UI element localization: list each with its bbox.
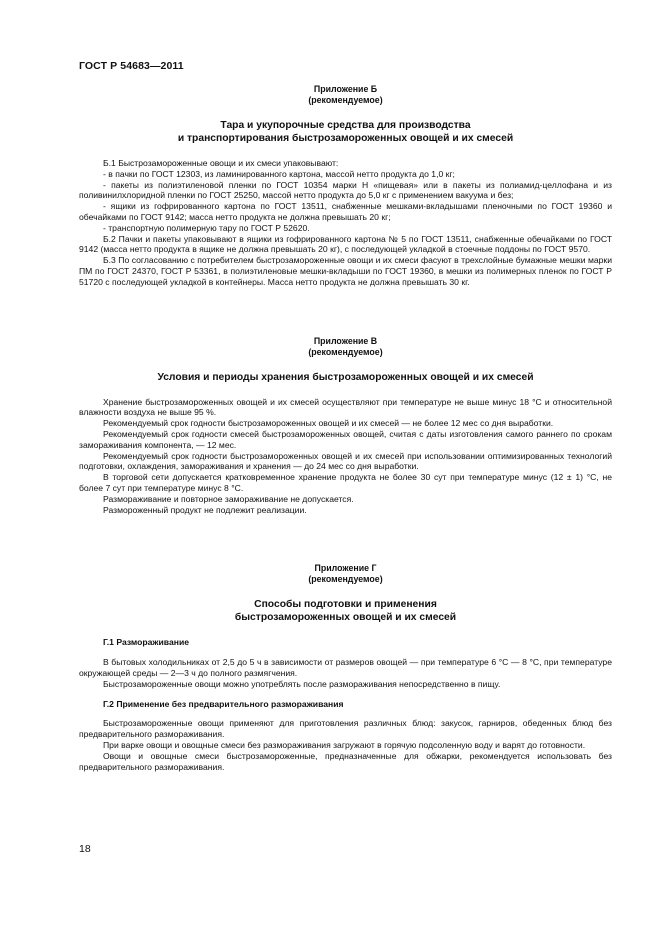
annex-b-label: Приложение Б: [313, 84, 378, 94]
page-content: [79, 84, 612, 772]
section-heading-g1: Г.1 Размораживание: [103, 637, 190, 648]
annex-g-status: (рекомендуемое): [308, 574, 383, 585]
paragraph: Быстрозамороженные овощи применяют для приготовления различных блюд: закусок, гарниров, обеденных блюд без предварительного размораживания.: [79, 718, 612, 740]
annex-g-label: Приложение Г: [314, 563, 377, 574]
paragraph: Быстрозамороженные овощи можно употреблять после размораживания непосредственно в пищу.: [103, 678, 501, 689]
annex-b: [79, 84, 612, 288]
paragraph: - ящики из гофрированного картона по ГОСТ 13511, снабженные мешками-вкладышами пленочными по ГОСТ 19360 и обечайками по ГОСТ 9142; масса нетто продукта не должна превышать 20 кг;: [79, 201, 612, 222]
annex-b-title-line1: Тара и укупорочные средства для производства: [220, 120, 471, 131]
annex-v-label: Приложение В: [313, 335, 378, 346]
paragraph: Размораживание и повторное замораживание не допускается.: [103, 493, 354, 504]
paragraph: В бытовых холодильниках от 2,5 до 5 ч в зависимости от размеров овощей — при температуре 6 °С — 8 °С, при температуре окружающей среды — 2—3 ч до полного размягчения.: [79, 657, 612, 678]
annex-g-title-line1: Способы подготовки и применения: [254, 599, 437, 611]
paragraph: - транспортную полимерную тару по ГОСТ Р 52620.: [103, 222, 310, 233]
paragraph: Б.1 Быстрозамороженные овощи и их смеси упаковывают:: [103, 158, 339, 168]
paragraph: В торговой сети допускается кратковременное хранение продукта не более 30 сут при температуре минус (12 ± 1) °С, не более 7 сут при температуре минус 8 °С.: [79, 472, 612, 493]
paragraph: Рекомендуемый срок годности смесей быстрозамороженных овощей, считая с даты изготовления самого раннего по срокам замораживания компонента, — 12 мес.: [79, 428, 612, 450]
annex-v-status: (рекомендуемое): [308, 346, 383, 357]
paragraph: Размороженный продукт не подлежит реализации.: [103, 504, 307, 515]
paragraph: - в пачки по ГОСТ 12303, из ламинированного картона, массой нетто продукта до 1,0 кг;: [103, 168, 455, 179]
paragraph: Б.2 Пачки и пакеты упаковывают в ящики из гофрированного картона № 5 по ГОСТ 13511, снабженные обечайками по ГОСТ 9142 (масса нетто продукта в ящике не должна превышать 20 кг), с последующей укладкой в стоечные поддоны по ГОСТ 9570.: [79, 233, 612, 255]
annex-b-status: (рекомендуемое): [308, 95, 383, 105]
paragraph: Хранение быстрозамороженных овощей и их смесей осуществляют при температуре не выше минус 18 °С и относительной влажности воздуха не выше 95 %.: [79, 396, 612, 418]
page-number: 18: [79, 843, 91, 855]
document-header: ГОСТ Р 54683—2011: [79, 60, 184, 72]
annex-b-title-line2: и транспортирования быстрозамороженных овощей и их смесей: [177, 133, 514, 144]
annex-v-title: Условия и периоды хранения быстрозамороженных овощей и их смесей: [157, 371, 534, 383]
paragraph: - пакеты из полиэтиленовой пленки по ГОСТ 10354 марки Н «пищевая» или в пакеты из полиамид-целлофана и из поливинилхлоридной пленки по ГОСТ 25250, массой нетто продукта до 5,0 кг с применением вакуума и без;: [79, 179, 612, 201]
paragraph: Овощи и овощные смеси быстрозамороженные, предназначенные для обжарки, рекомендуется использовать без предварительного размораживания.: [79, 750, 612, 772]
annex-g: [79, 563, 612, 772]
paragraph: Рекомендуемый срок годности быстрозамороженных овощей и их смесей при использовании оптимизированных технологий подготовки, охлаждения, замораживания и хранения — до 24 мес со дня выработки.: [79, 450, 612, 472]
paragraph: Б.3 По согласованию с потребителем быстрозамороженные овощи и их смеси фасуют в трехслойные бумажные мешки марки ПМ по ГОСТ 24370, ГОСТ Р 53361, в полиэтиленовые мешки-вкладыши по ГОСТ 19360, в мешки из полимерных пленок по ГОСТ Р 51720 с последующей укладкой в контейнеры. Масса нетто продукта не должна превышать 30 кг.: [79, 255, 612, 287]
paragraph: Рекомендуемый срок годности быстрозамороженных овощей и их смесей — не более 12 мес со дня выработки.: [103, 418, 554, 429]
annex-v: [79, 336, 612, 516]
annex-g-title-line2: быстрозамороженных овощей и их смесей: [234, 612, 457, 624]
section-heading-g2: Г.2 Применение без предварительного размораживания: [103, 698, 344, 709]
paragraph: При варке овощи и овощные смеси без размораживания загружают в горячую подсоленную воду и варят до готовности.: [103, 739, 586, 750]
